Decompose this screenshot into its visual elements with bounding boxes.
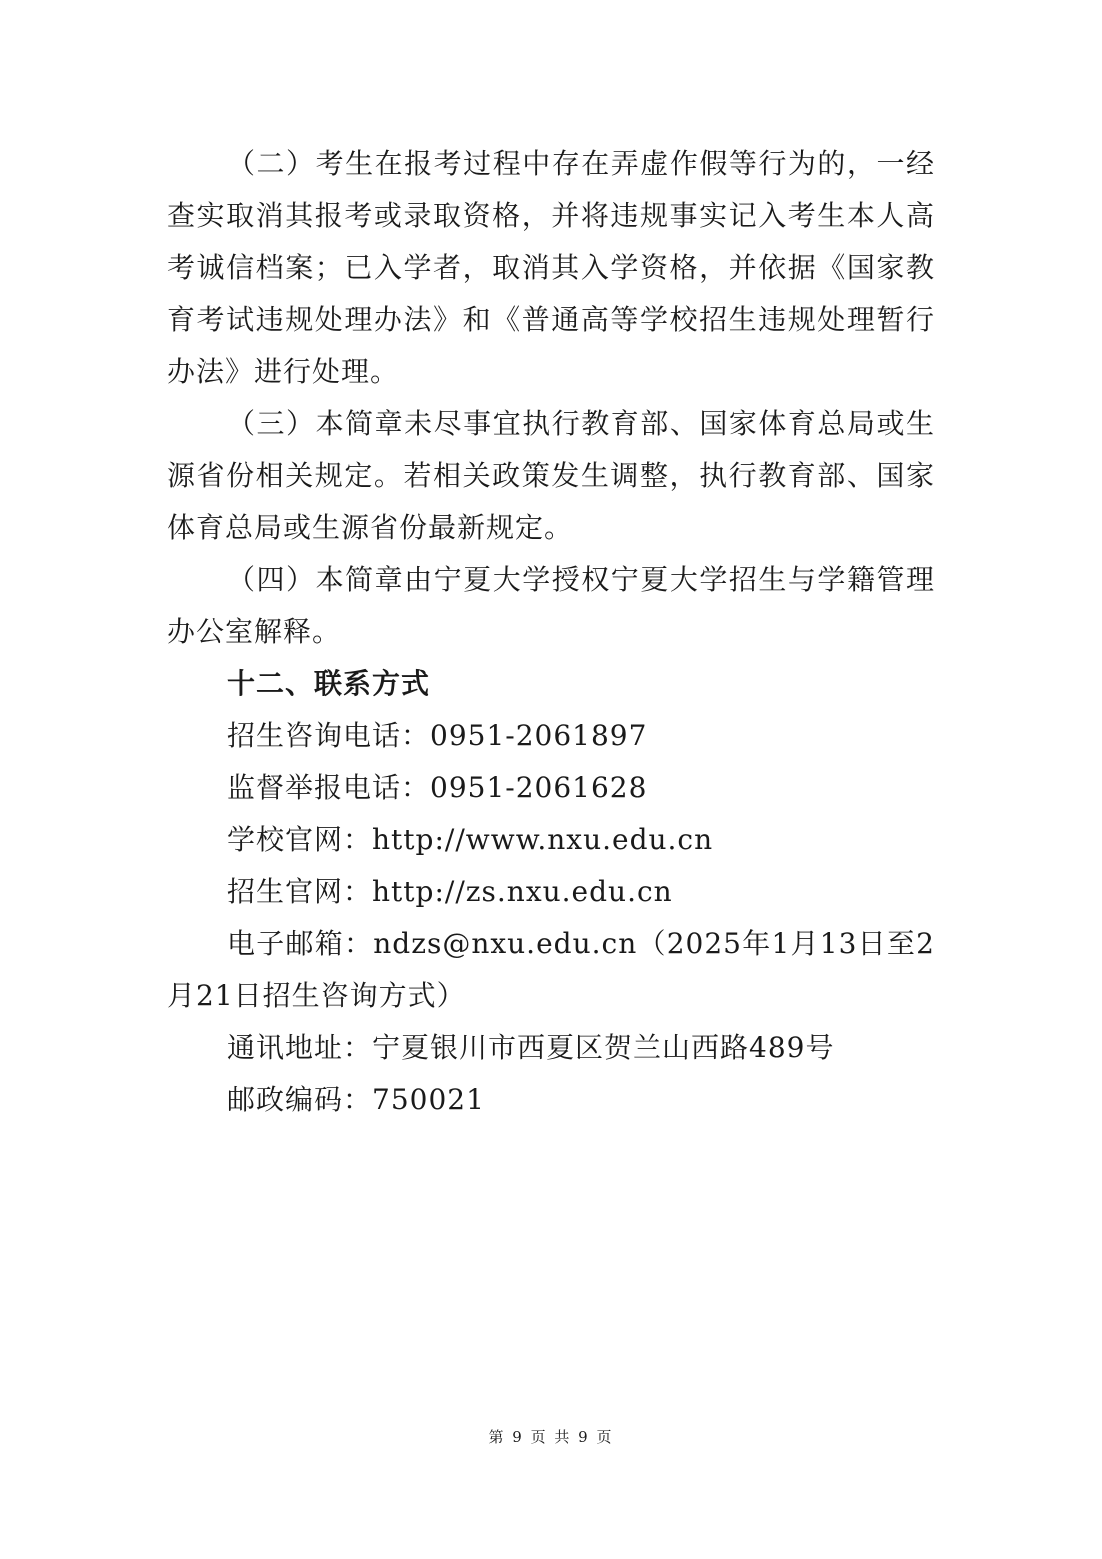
contact-address: 通讯地址：宁夏银川市西夏区贺兰山西路489号	[227, 1031, 835, 1064]
section-heading-contact: 十二、联系方式	[227, 667, 431, 700]
contact-report-phone: 监督举报电话：0951-2061628	[227, 771, 648, 804]
contact-consult-phone: 招生咨询电话：0951-2061897	[227, 719, 648, 752]
document-body	[167, 138, 935, 1126]
page-number-footer: 第 9 页 共 9 页	[488, 1428, 614, 1446]
contact-school-website: 学校官网：http://www.nxu.edu.cn	[227, 823, 714, 856]
paragraph-item-3: （三）本简章未尽事宜执行教育部、国家体育总局或生源省份相关规定。若相关政策发生调整，执行教育部、国家体育总局或生源省份最新规定。	[167, 407, 935, 544]
paragraph-item-4: （四）本简章由宁夏大学授权宁夏大学招生与学籍管理办公室解释。	[167, 563, 935, 648]
contact-admission-website: 招生官网：http://zs.nxu.edu.cn	[227, 875, 673, 908]
contact-postcode: 邮政编码：750021	[227, 1083, 485, 1116]
paragraph-item-2: （二）考生在报考过程中存在弄虚作假等行为的，一经查实取消其报考或录取资格，并将违规事实记入考生本人高考诚信档案；已入学者，取消其入学资格，并依据《国家教育考试违规处理办法》和《普通高等学校招生违规处理暂行办法》进行处理。	[167, 147, 935, 388]
contact-email: 电子邮箱：ndzs@nxu.edu.cn（2025年1月13日至2月21日招生咨询方式）	[167, 927, 935, 1012]
